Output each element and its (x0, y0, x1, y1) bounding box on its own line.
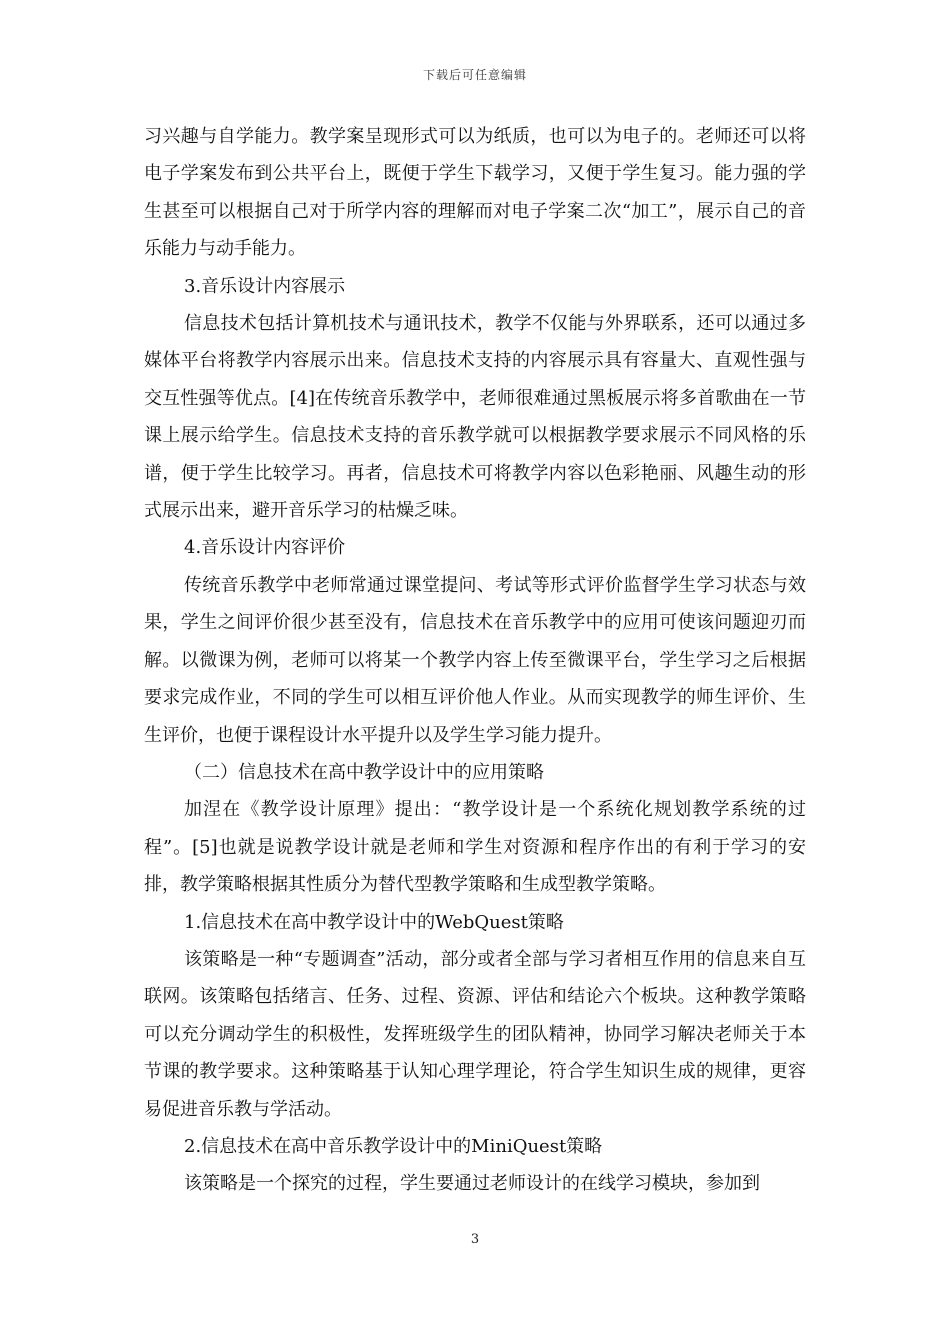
heading-miniquest-strategy: 2.信息技术在高中音乐教学设计中的MiniQuest策略 (184, 1135, 603, 1157)
heading-webquest-strategy: 1.信息技术在高中教学设计中的WebQuest策略 (184, 911, 564, 933)
heading-section-application-strategy: （二）信息技术在高中教学设计中的应用策略 (184, 761, 544, 783)
paragraph-content-evaluation: 传统音乐教学中老师常通过课堂提问、考试等形式评价监督学生学习状态与效果，学生之间评价很少甚至没有，信息技术在音乐教学中的应用可使该问题迎刃而解。以微课为例，老师可以将某一个教学内容上传至微课平台，学生学习之后根据要求完成作业，不同的学生可以相互评价他人作业。从而实现教学的师生评价、生生评价，也便于课程设计水平提升以及学生学习能力提升。 (144, 574, 806, 746)
page-number: 3 (470, 1232, 480, 1247)
paragraph-miniquest-strategy: 该策略是一个探究的过程，学生要通过老师设计的在线学习模块，参加到 (184, 1173, 760, 1195)
heading-music-content-display: 3.音乐设计内容展示 (184, 275, 346, 297)
paragraph-continuation: 习兴趣与自学能力。教学案呈现形式可以为纸质，也可以为电子的。老师还可以将电子学案发布到公共平台上，既便于学生下载学习，又便于学生复习。能力强的学生甚至可以根据自己对于所学内容的理解而对电子学案二次“加工”，展示自己的音乐能力与动手能力。 (144, 126, 806, 260)
paragraph-content-display: 信息技术包括计算机技术与通讯技术，教学不仅能与外界联系，还可以通过多媒体平台将教学内容展示出来。信息技术支持的内容展示具有容量大、直观性强与交互性强等优点。[4]在传统音乐教学中，老师很难通过黑板展示将多首歌曲在一节课上展示给学生。信息技术支持的音乐教学就可以根据教学要求展示不同风格的乐谱，便于学生比较学习。再者，信息技术可将教学内容以色彩艳丽、风趣生动的形式展示出来，避开音乐学习的枯燥乏味。 (144, 313, 806, 522)
paragraph-application-strategy: 加涅在《教学设计原理》提出：“教学设计是一个系统化规划教学系统的过程”。[5]也就是说教学设计就是老师和学生对资源和程序作出的有利于学习的安排，教学策略根据其性质分为替代型教学策略和生成型教学策略。 (144, 799, 806, 896)
paragraph-webquest-strategy: 该策略是一种“专题调查”活动，部分或者全部与学习者相互作用的信息来自互联网。该策略包括绪言、任务、过程、资源、评估和结论六个板块。这种教学策略可以充分调动学生的积极性，发挥班级学生的团队精神，协同学习解决老师关于本节课的教学要求。这种策略基于认知心理学理论，符合学生知识生成的规律，更容易促进音乐教与学活动。 (144, 948, 806, 1120)
heading-music-content-evaluation: 4.音乐设计内容评价 (184, 537, 346, 559)
page-header: 下载后可任意编辑 (422, 68, 527, 82)
document-body (144, 118, 806, 1203)
